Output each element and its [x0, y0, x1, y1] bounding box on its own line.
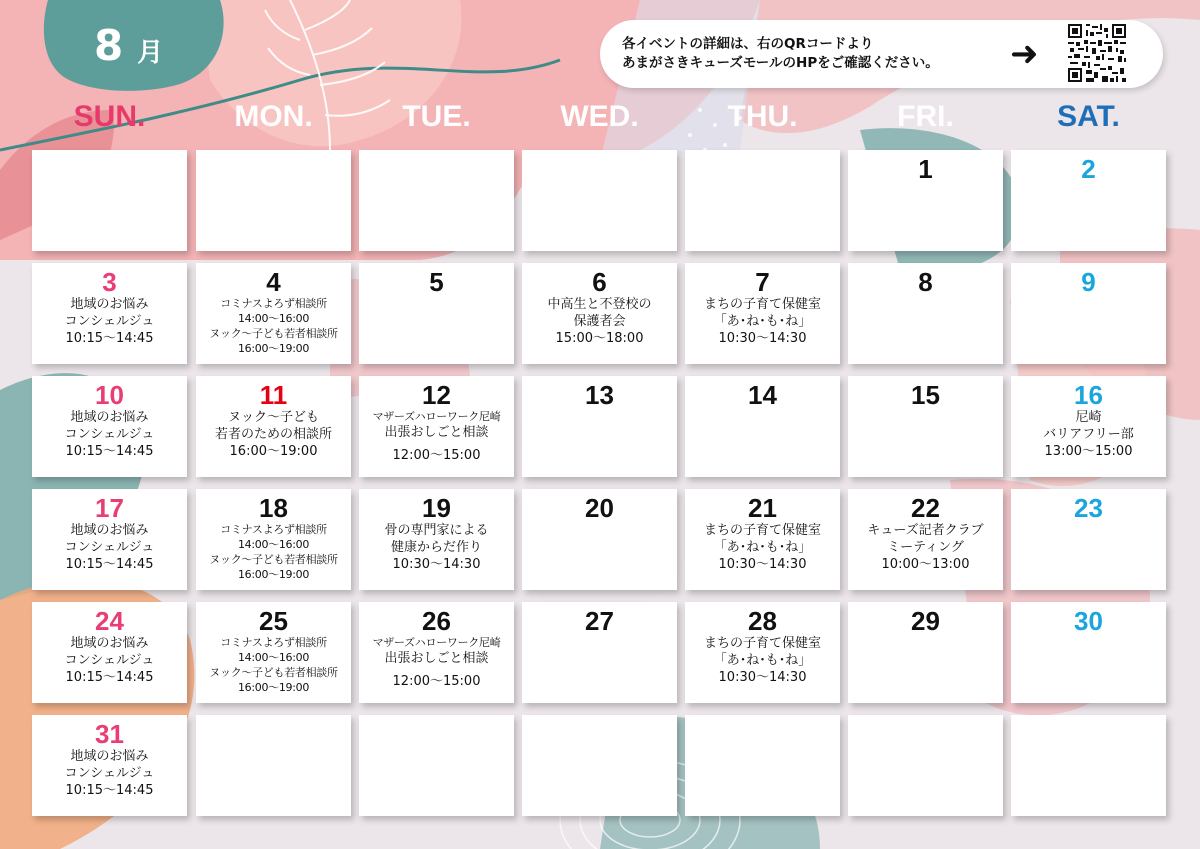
empty-day-cell: [522, 150, 677, 251]
day-number: 4: [266, 267, 281, 297]
event-text: コミナスよろず相談所: [220, 297, 327, 310]
weekday-header-mon: MON.: [234, 100, 313, 133]
day-number: 23: [1074, 493, 1103, 523]
event-text: 16:00～19:00: [229, 444, 318, 459]
weekday-header-row: [0, 100, 1200, 144]
event-text: 地域のお悩み: [70, 523, 149, 538]
event-text: コンシェルジュ: [64, 314, 155, 329]
event-text: まちの子育て保健室: [703, 523, 821, 538]
event-text: 16:00～19:00: [237, 342, 310, 355]
event-text: マザーズハローワーク尼崎: [372, 636, 501, 649]
day-cell-28[interactable]: [685, 602, 840, 703]
day-cell-29[interactable]: [848, 602, 1003, 703]
day-cell-30[interactable]: [1011, 602, 1166, 703]
weekday-header-fri: FRI.: [897, 100, 954, 133]
day-cell-25[interactable]: [196, 602, 351, 703]
empty-day-cell: [32, 150, 187, 251]
day-number: 30: [1074, 606, 1103, 636]
event-text: 骨の専門家による: [384, 523, 489, 538]
weekday-header-wed: WED.: [560, 100, 639, 133]
day-cell-1[interactable]: [848, 150, 1003, 251]
notice-line-2: あまがさきキューズモールのHPをご確認ください。: [622, 55, 939, 71]
day-number: 7: [755, 267, 770, 297]
day-cell-2[interactable]: [1011, 150, 1166, 251]
event-text: 地域のお悩み: [70, 636, 149, 651]
notice-line-1: 各イベントの詳細は、右のQRコードより: [622, 36, 874, 52]
event-text: 地域のお悩み: [70, 749, 149, 764]
day-number: 12: [422, 380, 451, 410]
day-cell-14[interactable]: [685, 376, 840, 477]
empty-day-cell: [359, 150, 514, 251]
event-text: 出張おしごと相談: [384, 425, 489, 440]
day-number: 19: [422, 493, 451, 523]
event-text: 10:15～14:45: [65, 331, 154, 346]
day-number: 5: [429, 267, 444, 297]
event-text: 13:00～15:00: [1044, 444, 1133, 459]
day-number: 21: [748, 493, 777, 523]
day-number: 31: [95, 719, 124, 749]
empty-day-cell: [685, 715, 840, 816]
day-cell-22[interactable]: [848, 489, 1003, 590]
event-text: 10:15～14:45: [65, 557, 154, 572]
day-cell-21[interactable]: [685, 489, 840, 590]
day-number: 13: [585, 380, 614, 410]
event-text: 「あ･ね･も･ね」: [713, 540, 812, 555]
day-number: 29: [911, 606, 940, 636]
day-number: 16: [1074, 380, 1103, 410]
day-number: 9: [1081, 267, 1096, 297]
day-cell-16[interactable]: [1011, 376, 1166, 477]
day-number: 27: [585, 606, 614, 636]
event-text: 健康からだ作り: [390, 540, 482, 555]
event-text: まちの子育て保健室: [703, 297, 821, 312]
event-text: ミーティング: [887, 540, 964, 555]
event-text: 10:15～14:45: [65, 444, 154, 459]
event-text: 地域のお悩み: [70, 297, 149, 312]
day-cell-9[interactable]: [1011, 263, 1166, 364]
day-cell-26[interactable]: [359, 602, 514, 703]
day-number: 14: [748, 380, 777, 410]
day-number: 8: [918, 267, 933, 297]
event-text: キューズ記者クラブ: [867, 523, 984, 538]
day-cell-31[interactable]: [32, 715, 187, 816]
event-text: 尼崎: [1075, 410, 1102, 425]
day-cell-17[interactable]: [32, 489, 187, 590]
day-number: 22: [911, 493, 940, 523]
day-cell-15[interactable]: [848, 376, 1003, 477]
event-text: 16:00～19:00: [237, 681, 310, 694]
day-cell-12[interactable]: [359, 376, 514, 477]
day-cell-7[interactable]: [685, 263, 840, 364]
event-text: コンシェルジュ: [64, 540, 155, 555]
empty-day-cell: [359, 715, 514, 816]
day-cell-4[interactable]: [196, 263, 351, 364]
day-cell-8[interactable]: [848, 263, 1003, 364]
day-number: 26: [422, 606, 451, 636]
event-text: コンシェルジュ: [64, 653, 155, 668]
event-text: バリアフリー部: [1043, 427, 1134, 442]
empty-day-cell: [522, 715, 677, 816]
day-number: 1: [918, 154, 933, 184]
event-text: 10:15～14:45: [65, 670, 154, 685]
day-number: 28: [748, 606, 777, 636]
event-text: コミナスよろず相談所: [220, 636, 327, 649]
empty-day-cell: [848, 715, 1003, 816]
day-cell-3[interactable]: [32, 263, 187, 364]
event-text: 出張おしごと相談: [384, 651, 489, 666]
event-text: 10:30～14:30: [718, 331, 807, 346]
day-number: 18: [259, 493, 288, 523]
empty-day-cell: [196, 715, 351, 816]
day-cell-18[interactable]: [196, 489, 351, 590]
event-text: 15:00～18:00: [555, 331, 644, 346]
day-number: 11: [259, 380, 288, 410]
day-number: 15: [911, 380, 940, 410]
event-text: 「あ･ね･も･ね」: [713, 653, 812, 668]
day-cell-23[interactable]: [1011, 489, 1166, 590]
month-badge: [52, 10, 212, 80]
day-cell-24[interactable]: [32, 602, 187, 703]
day-cell-20[interactable]: [522, 489, 677, 590]
notice-text: [622, 35, 939, 73]
day-number: 2: [1081, 154, 1096, 184]
month-unit: 月: [137, 37, 164, 68]
event-text: マザーズハローワーク尼崎: [372, 410, 501, 423]
day-number: 24: [95, 606, 124, 636]
weekday-header-tue: TUE.: [402, 100, 471, 133]
day-number: 17: [95, 493, 124, 523]
weekday-header-thu: THU.: [727, 100, 798, 133]
day-cell-6[interactable]: [522, 263, 677, 364]
event-text: 14:00～16:00: [237, 312, 310, 325]
day-cell-10[interactable]: [32, 376, 187, 477]
day-number: 3: [102, 267, 117, 297]
day-number: 10: [95, 380, 124, 410]
empty-day-cell: [1011, 715, 1166, 816]
event-text: 中高生と不登校の: [547, 297, 652, 312]
event-text: 12:00～15:00: [392, 674, 481, 689]
day-number: 6: [592, 267, 607, 297]
event-text: ヌック～子ども: [227, 410, 319, 425]
event-text: 14:00～16:00: [237, 651, 310, 664]
event-text: 「あ･ね･も･ね」: [713, 314, 812, 329]
event-text: 10:30～14:30: [718, 670, 807, 685]
event-text: 10:30～14:30: [718, 557, 807, 572]
day-number: 20: [585, 493, 614, 523]
weekday-header-sun: SUN.: [73, 100, 146, 133]
empty-day-cell: [685, 150, 840, 251]
event-text: 10:30～14:30: [392, 557, 481, 572]
event-text: コンシェルジュ: [64, 766, 155, 781]
day-cell-11[interactable]: [196, 376, 351, 477]
event-text: 保護者会: [573, 314, 626, 329]
event-text: 14:00～16:00: [237, 538, 310, 551]
weekday-header-sat: SAT.: [1057, 100, 1120, 133]
arrow-right-icon: ➜: [1010, 34, 1039, 74]
event-text: 12:00～15:00: [392, 448, 481, 463]
event-text: まちの子育て保健室: [703, 636, 821, 651]
event-info-notice: [600, 20, 1163, 88]
event-text: 10:15～14:45: [65, 783, 154, 798]
event-text: コンシェルジュ: [64, 427, 155, 442]
empty-day-cell: [196, 150, 351, 251]
day-cell-27[interactable]: [522, 602, 677, 703]
day-cell-19[interactable]: [359, 489, 514, 590]
event-text: 16:00～19:00: [237, 568, 310, 581]
event-text: ヌック～子ども若者相談所: [209, 553, 338, 566]
event-text: 10:00～13:00: [881, 557, 970, 572]
event-text: ヌック～子ども若者相談所: [209, 327, 338, 340]
day-number: 25: [259, 606, 288, 636]
day-cell-13[interactable]: [522, 376, 677, 477]
day-cell-5[interactable]: [359, 263, 514, 364]
event-text: ヌック～子ども若者相談所: [209, 666, 338, 679]
month-number: 8: [94, 20, 124, 70]
event-text: コミナスよろず相談所: [220, 523, 327, 536]
event-text: 地域のお悩み: [70, 410, 149, 425]
event-text: 若者のための相談所: [214, 427, 332, 442]
qr-code-icon[interactable]: [1068, 24, 1126, 82]
